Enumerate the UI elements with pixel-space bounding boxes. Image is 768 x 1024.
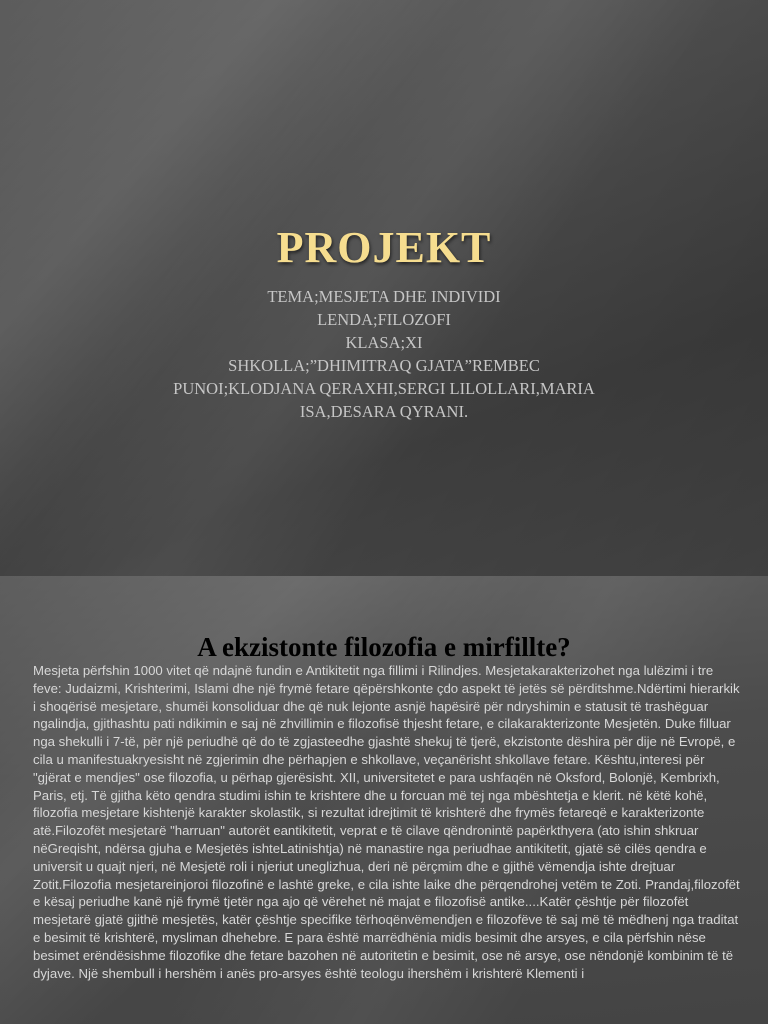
slide-heading: A ekzistonte filozofia e mirfillte? [197,632,571,662]
content-slide [0,576,768,1024]
subtitle-line-school: SHKOLLA;”DHIMITRAQ GJATA”REMBEC [228,356,540,375]
slide-subtitle [140,285,628,423]
slide-title: PROJEKT [276,223,492,272]
subtitle-line-class: KLASA;XI [345,333,423,352]
subtitle-line-authors: PUNOI;KLODJANA QERAXHI,SERGI LILOLLARI,MARIA [173,379,595,398]
slide-body-text: Mesjeta përfshin 1000 vitet që ndajnë fundin e Antikitetit nga fillimi i Rilindjes. Mesjetakarakterizohet nga lulëzimi i tre feve: Judaizmi, Krishterimi, Islami dhe një frymë fetare qëpërshkonte çdo aspekt të jetës së përditshme.Ndërtimi hierarkik i shoqërisë mesjetare, shumëi konsoliduar dhe që nuk lejonte asnjë hapësirë për ndryshimin e statusit të trashëguar ngalindja, gjithashtu pati ndikimin e saj në zhvillimin e filozofisë thjesht fetare, e cilakarakterizonte Mesjetën. Duke filluar nga shekulli i 7-të, për një periudhë që do të zgjasteedhe gjashtë shekuj të tjerë, ekzistonte dëshira për dije në Evropë, e cila u manifestuakryesisht në zgjerimin dhe përhapjen e shkollave, veçanërisht shkollave fetare. Kështu,interesi për "gjërat e mendjes" ose filozofia, u përhap gjerësisht. XII, universitetet e para ushfaqën në Oksford, Bolonjë, Kembrixh, Paris, etj. Të gjitha këto qendra studimi ishin te krishtere dhe u forcuan më tej nga mbështetja e klerit. në këtë kohë, filozofia mesjetare kishtenjë karakter skolastik, si rezultat idrejtimit të krishterë dhe frymës fetareqë e karakterizonte atë.Filozofët mesjetarë "harruan" autorët eantikitetit, veprat e të cilave qëndronintë papërkthyera (ato ishin shkruar nëGreqisht, ndërsa gjuha e Mesjetës ishteLatinishtja) në manastire nga periudhae antikitetit, gjatë së cilës qendra e universit u quajt njeri, në Mesjetë roli i njeriut uneglizhua, deri në përçmim dhe e gjithë vëmendja ishte drejtuar Zotit.Filozofia mesjetareinjoroi filozofinë e lashtë greke, e cila ishte laike dhe përqendrohej vetëm te Zoti. Prandaj,filozofët e kësaj periudhe kanë një frymë tjetër nga ajo që vërehet në majat e filozofisë antike....Katër çështje për filozofët mesjetarë gjatë gjithë mesjetës, katër çështje specifike tërhoqënvëmendjen e filozofëve të saj më të mëdhenj nga traditat e besimit të krishterë, mysliman dhehebre. E para është marrëdhënia midis besimit dhe arsyes, e cila përfshin nëse besimet erëndësishme filozofike dhe fetare bazohen në autoritetin e besimit, ose në arsye, ose nëndonjë kombinim të të dyjave. Një shembull i hershëm i anës pro-arsyes është teologu ihershëm i krishterë Klementi i [33,663,740,981]
subtitle-line-authors-continued: ISA,DESARA QYRANI. [299,402,469,421]
subtitle-line-subject: LENDA;FILOZOFI [317,310,451,329]
subtitle-line-topic: TEMA;MESJETA DHE INDIVIDI [267,287,501,306]
